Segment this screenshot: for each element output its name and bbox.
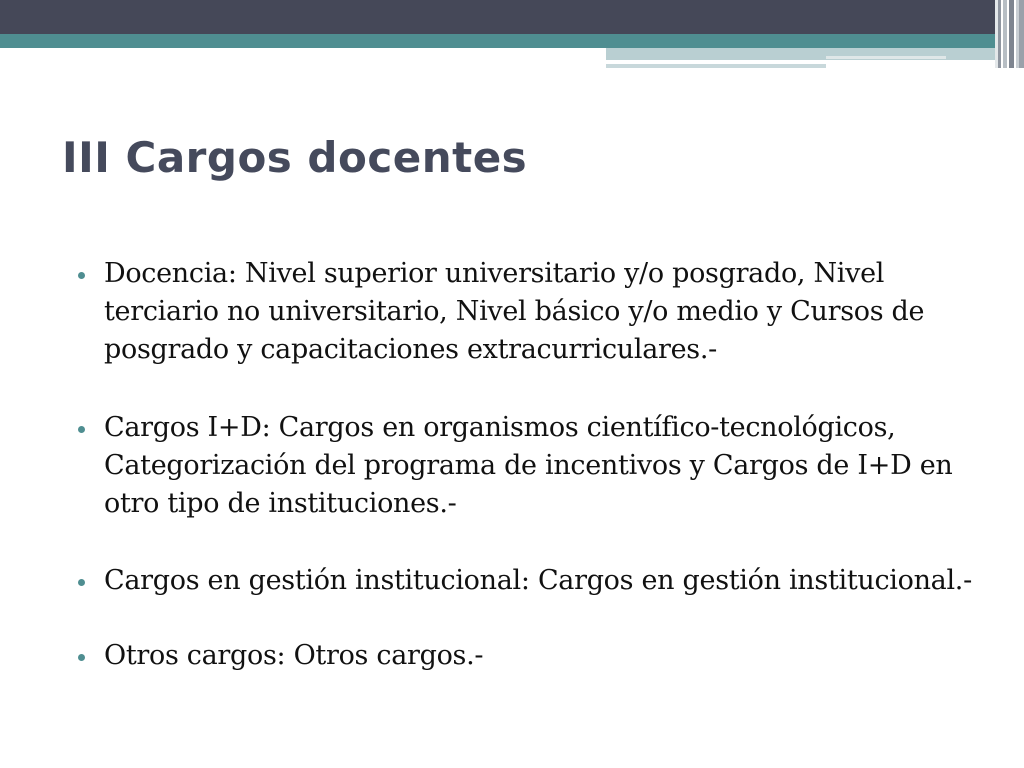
list-item [76,255,976,369]
list-item [76,409,976,523]
bullet-dot-icon [78,654,85,661]
bullet-text: Docencia: Nivel superior universitario y/o posgrado, Nivel terciario no universitario, Nivel básico y/o medio y Cursos de posgrado y capacitaciones extracurriculares.- [104,258,925,365]
bullet-dot-icon [78,579,85,586]
bullet-text: Otros cargos: Otros cargos.- [104,640,484,671]
header-band-dark [0,0,995,34]
header-band-teal [0,34,995,48]
bullet-list [76,255,976,675]
header-band-thin-secondary [826,56,946,59]
header-band-thin [606,64,826,68]
bullet-dot-icon [78,426,85,433]
bullet-text: Cargos I+D: Cargos en organismos científico-tecnológicos, Categorización del programa de incentivos y Cargos de I+D en otro tipo de instituciones.- [104,412,953,519]
slide-title: III Cargos docentes [62,133,528,182]
list-item [76,637,976,675]
bullet-dot-icon [78,272,85,279]
bullet-text: Cargos en gestión institucional: Cargos en gestión institucional.- [104,565,972,596]
header-vertical-stripes [995,0,1024,68]
list-item [76,562,976,600]
